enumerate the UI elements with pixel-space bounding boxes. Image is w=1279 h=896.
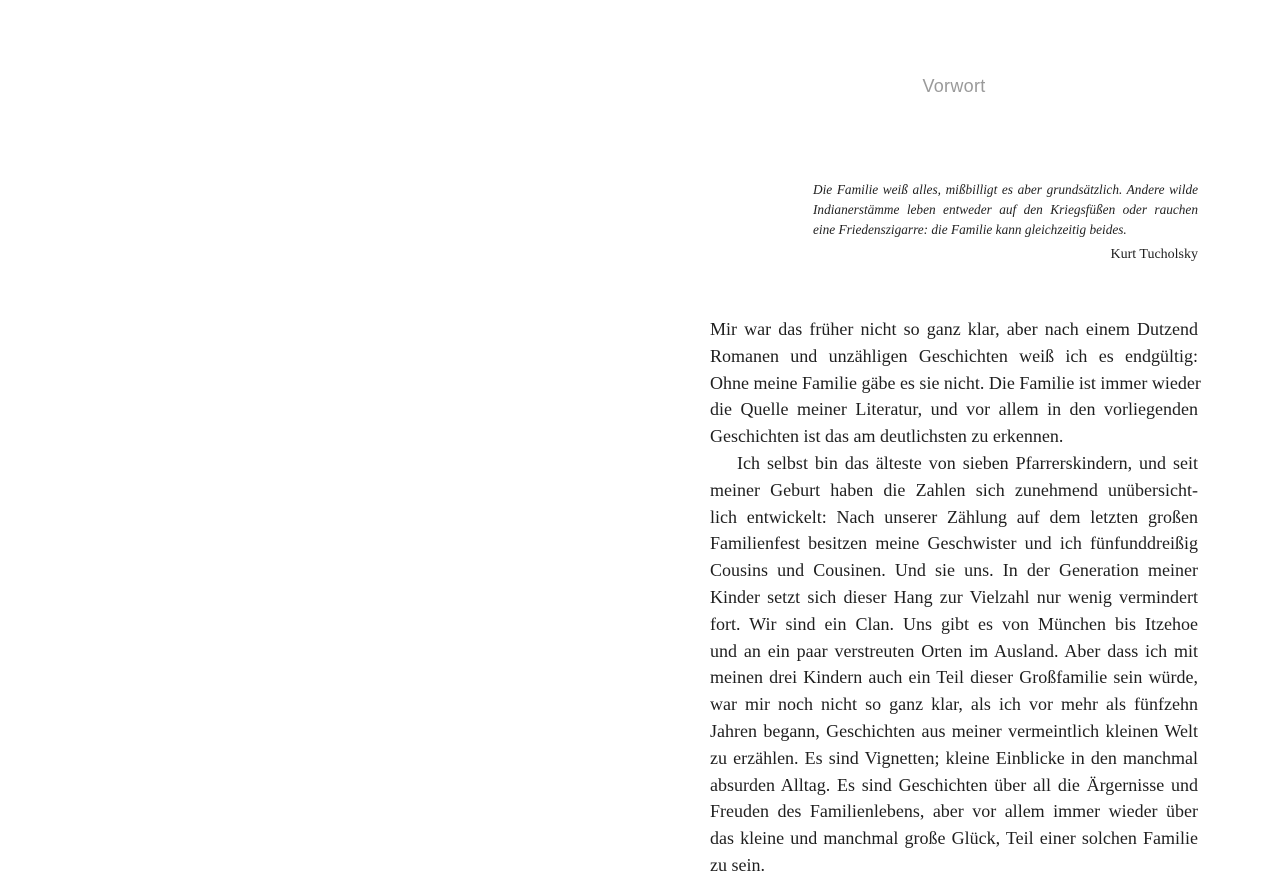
text-line: Ich selbst bin das älteste von sieben Pfarrerskindern, und seit (737, 452, 1198, 473)
epigraph-line: Indianerstämme leben entweder auf den Kriegsfüßen oder rauchen (813, 202, 1198, 217)
text-line: zu erzählen. Es sind Vignetten; kleine Einblicke in den manchmal (710, 747, 1198, 768)
right-page (640, 0, 1279, 896)
epigraph-author: Kurt Tucholsky (1110, 247, 1198, 262)
paragraph-1 (710, 316, 1201, 450)
text-line: Romanen und unzähligen Geschichten weiß ich es endgültig: (710, 345, 1198, 366)
text-line: Kinder setzt sich dieser Hang zur Vielzahl nur wenig vermindert (710, 586, 1198, 607)
text-line: fort. Wir sind ein Clan. Uns gibt es von München bis Itzehoe (710, 613, 1198, 634)
text-line: Freuden des Familienlebens, aber vor allem immer wieder über (710, 801, 1198, 822)
epigraph-line: eine Friedenszigarre: die Familie kann gleichzeitig beides. (813, 222, 1127, 237)
text-line: lich entwickelt: Nach unserer Zählung auf dem letzten großen (710, 506, 1198, 527)
text-line: zu sein. (710, 854, 765, 875)
text-line: Familienfest besitzen meine Geschwister und ich fünfunddreißig (710, 533, 1198, 554)
text-line: absurden Alltag. Es sind Geschichten über all die Ärgernisse und (710, 774, 1198, 795)
text-line: Geschichten ist das am deutlichsten zu erkennen. (710, 426, 1064, 447)
body-text (710, 316, 1201, 879)
text-line: und an ein paar verstreuten Orten im Ausland. Aber dass ich mit (710, 640, 1198, 661)
paragraph-2 (710, 450, 1198, 879)
text-line: meiner Geburt haben die Zahlen sich zunehmend unübersicht- (710, 479, 1198, 500)
text-line: meinen drei Kindern auch ein Teil dieser Großfamilie sein würde, (710, 667, 1198, 688)
epigraph (813, 180, 1198, 265)
epigraph-line: Die Familie weiß alles, mißbilligt es aber grundsätzlich. Andere wilde (813, 182, 1198, 197)
text-line: das kleine und manchmal große Glück, Teil einer solchen Familie (710, 828, 1198, 849)
text-line: die Quelle meiner Literatur, und vor allem in den vorliegenden (710, 399, 1198, 420)
text-line: Cousins und Cousinen. Und sie uns. In der Generation meiner (710, 560, 1198, 581)
text-line: Mir war das früher nicht so ganz klar, aber nach einem Dutzend (710, 319, 1198, 339)
text-line: Jahren begann, Geschichten aus meiner vermeintlich kleinen Welt (710, 720, 1198, 741)
chapter-title: Vorwort (922, 76, 986, 96)
text-line: Ohne meine Familie gäbe es sie nicht. Die Familie ist immer wieder (710, 372, 1201, 393)
text-line: war mir noch nicht so ganz klar, als ich vor mehr als fünfzehn (710, 694, 1198, 715)
